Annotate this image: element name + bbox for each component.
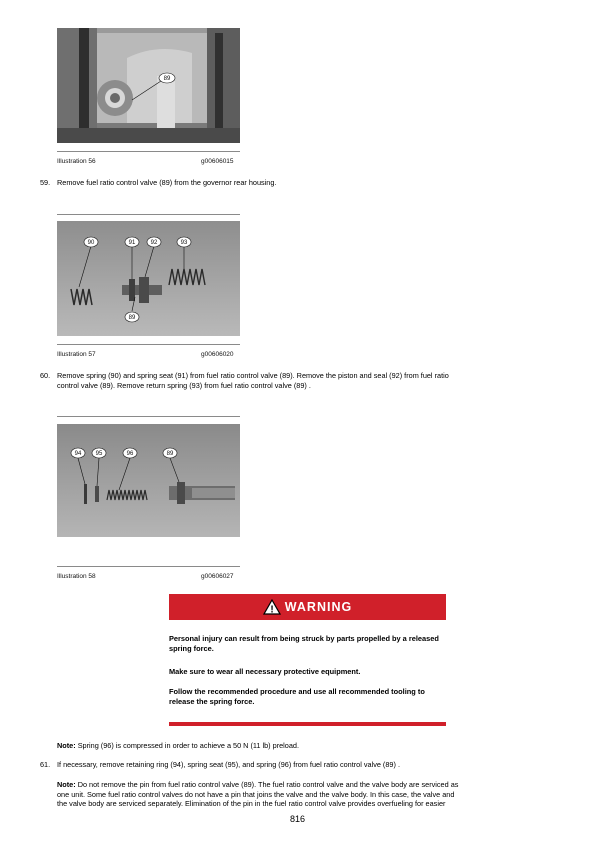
note-text-line-2: one unit. Some fuel ratio control valves do not have a pin that joins the valve and the valve body. In this case, the valve and xyxy=(57,789,455,799)
illustration-57-photo xyxy=(57,221,240,336)
note-preload xyxy=(57,741,552,751)
illustration-57-code: g00606020 xyxy=(201,351,234,358)
callout-90: 90 xyxy=(87,240,95,246)
illustration-56-label: Illustration 56 xyxy=(57,158,96,165)
step-number: 60. xyxy=(40,371,51,380)
illustration-58-top-rule xyxy=(57,416,240,417)
svg-text:!: ! xyxy=(270,604,274,615)
step-text: Remove fuel ratio control valve (89) from the governor rear housing. xyxy=(57,178,277,187)
illustration-58-label: Illustration 58 xyxy=(57,573,96,580)
note-pin xyxy=(57,780,557,809)
illustration-57-label: Illustration 57 xyxy=(57,351,96,358)
warning-title: WARNING xyxy=(284,600,353,614)
note-label: Note: xyxy=(57,741,76,750)
callout-89: 89 xyxy=(166,451,174,457)
illustration-58-rule xyxy=(57,566,240,567)
note-label: Note: xyxy=(57,780,76,789)
warning-text-1: Personal injury can result from being struck by parts propelled by a released spring force. xyxy=(169,634,439,653)
step-text: If necessary, remove retaining ring (94), spring seat (95), and spring (96) from fuel ratio control valve (89) . xyxy=(57,760,400,769)
step-text-line-2: control valve (89). Remove return spring (93) from fuel ratio control valve (89) . xyxy=(57,380,311,390)
callout-92: 92 xyxy=(150,240,158,246)
step-61 xyxy=(40,760,555,770)
warning-bottom-bar xyxy=(169,722,446,726)
illustration-56-photo xyxy=(57,28,240,143)
illustration-58-code: g00606027 xyxy=(201,573,234,580)
illustration-57-rule xyxy=(57,344,240,345)
page-number: 816 xyxy=(289,814,306,824)
warning-text-3: Follow the recommended procedure and use all recommended tooling to release the spring force. xyxy=(169,687,425,706)
illustration-57-top-rule xyxy=(57,214,240,215)
illustration-58-photo xyxy=(57,424,240,537)
callout-91: 91 xyxy=(128,240,136,246)
step-60 xyxy=(40,371,555,391)
callout-95: 95 xyxy=(95,451,103,457)
illustration-56-code: g00606015 xyxy=(201,158,234,165)
note-text-line-1: Do not remove the pin from fuel ratio control valve (89). The fuel ratio control valve and the valve body are serviced as xyxy=(77,780,459,789)
step-number: 61. xyxy=(40,760,51,769)
warning-triangle-icon xyxy=(263,599,281,615)
step-59 xyxy=(40,178,550,188)
note-text: Spring (96) is compressed in order to achieve a 50 N (11 lb) preload. xyxy=(77,741,300,750)
callout-96: 96 xyxy=(126,451,134,457)
callout-89: 89 xyxy=(163,76,171,82)
step-text-line-1: Remove spring (90) and spring seat (91) from fuel ratio control valve (89). Remove the piston and seal (92) from fuel ratio xyxy=(57,371,449,380)
illustration-56-rule xyxy=(57,151,240,152)
warning-banner xyxy=(169,594,446,620)
warning-text-2: Make sure to wear all necessary protective equipment. xyxy=(169,667,361,676)
callout-89: 89 xyxy=(128,315,136,321)
callout-94: 94 xyxy=(74,451,82,457)
callout-93: 93 xyxy=(180,240,188,246)
step-number: 59. xyxy=(40,178,51,187)
note-text-line-3: the valve body are serviced separately. Elimination of the pin in the fuel ratio control valve provides overfueling for easier xyxy=(57,799,446,809)
